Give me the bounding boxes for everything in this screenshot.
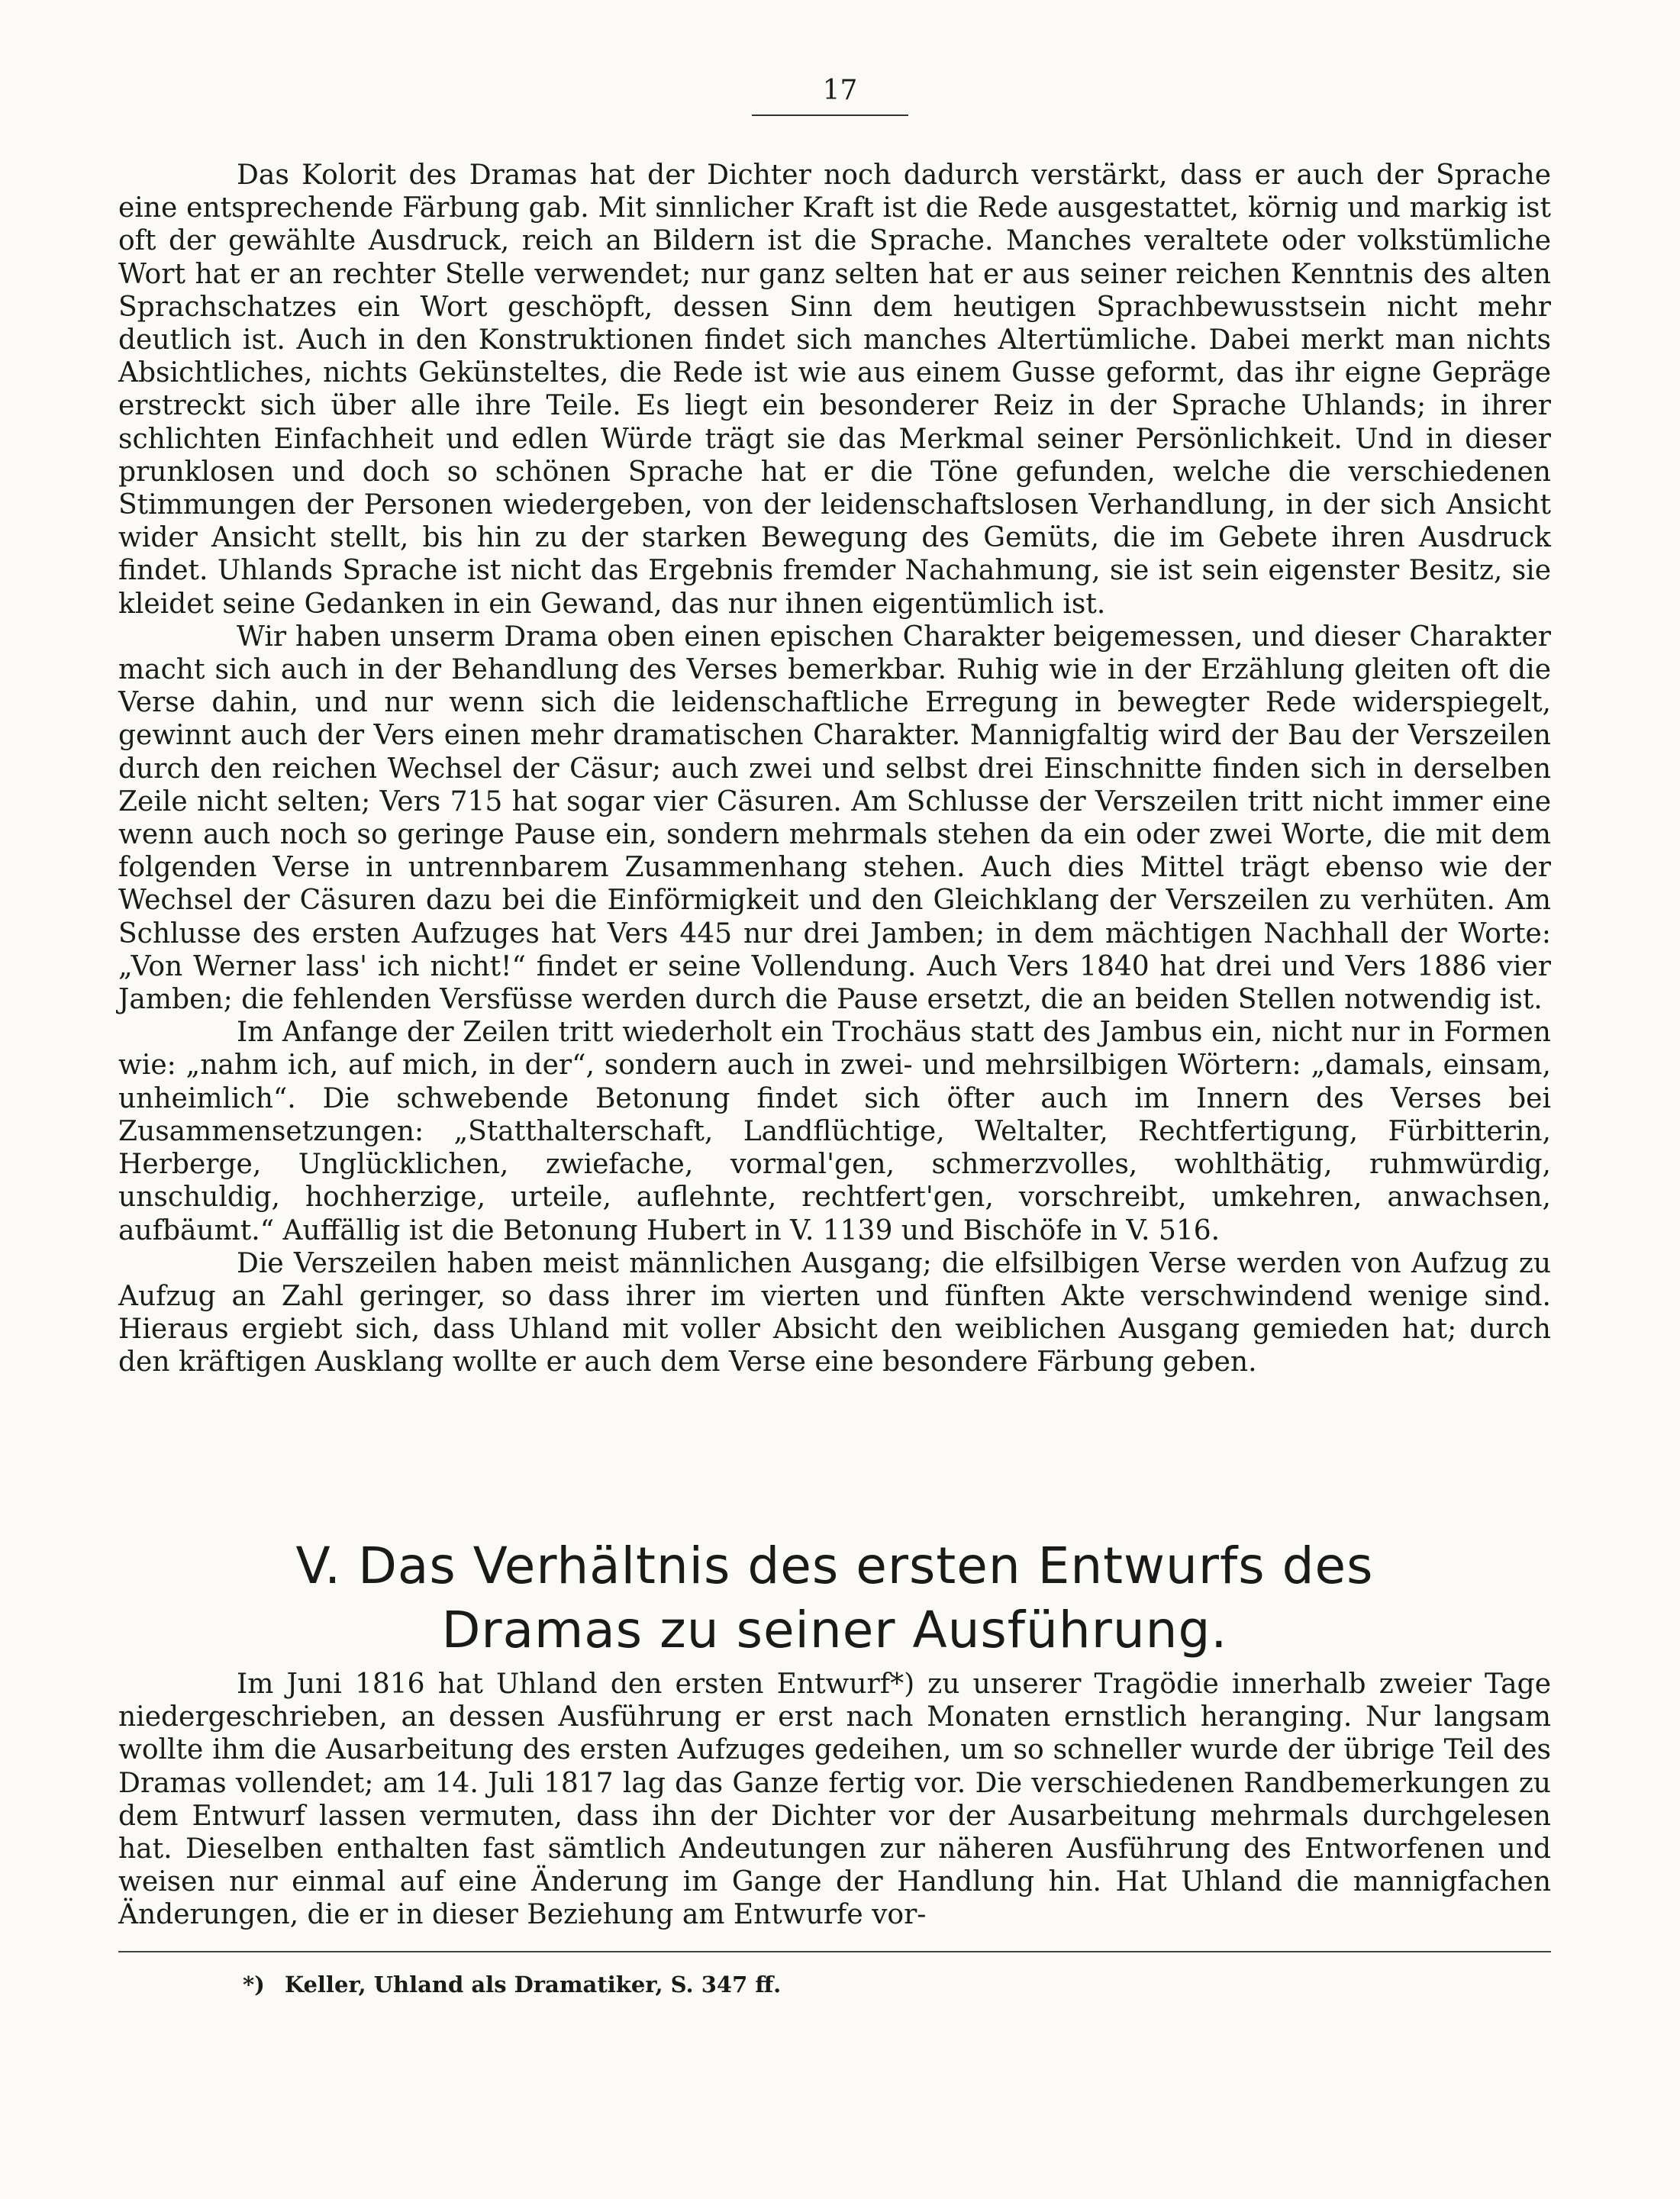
body-text-section-b xyxy=(118,1668,1551,1932)
page-number-rule xyxy=(752,114,908,116)
section-heading-line-1: V. Das Verhältnis des ersten Entwurfs des xyxy=(295,1536,1374,1595)
paragraph-verse-endings: Die Verszeilen haben meist männlichen Ausgang; die elfsilbigen Verse werden von Aufzug zu Aufzug an Zahl geringer, so dass ihrer im vierten und fünften Akte verschwindend wenige sind. Hieraus ergiebt sich, dass Uhland mit voller Absicht den weiblichen Ausgang gemieden hat; durch den kräftigen Ausklang wollte er auch dem Verse eine besondere Färbung geben. xyxy=(118,1247,1551,1378)
footnote-divider xyxy=(118,1951,1551,1952)
paragraph-first-draft: Im Juni 1816 hat Uhland den ersten Entwurf*) zu unserer Tragödie innerhalb zweier Tage niedergeschrieben, an dessen Ausführung er erst nach Monaten ernstlich heranging. Nur langsam wollte ihm die Ausarbeitung des ersten Aufzuges gedeihen, um so schneller wurde der übrige Teil des Dramas vollendet; am 14. Juli 1817 lag das Ganze fertig vor. Die verschiedenen Randbemerkungen zu dem Entwurf lassen vermuten, dass ihn der Dichter vor der Ausarbeitung mehrmals durchgelesen hat. Dieselben enthalten fast sämtlich Andeutungen zur näheren Ausführung des Entworfenen und weisen nur einmal auf eine Änderung im Gange der Handlung hin. Hat Uhland die mannigfachen Änderungen, die er in dieser Beziehung am Entwurfe vor- xyxy=(118,1669,1551,1931)
page-number: 17 xyxy=(822,75,858,106)
body-text-section-a xyxy=(118,159,1551,1379)
footnote-text: Keller, Uhland als Dramatiker, S. 347 ff. xyxy=(284,1972,782,1997)
paragraph-trochee: Im Anfange der Zeilen tritt wiederholt ein Trochäus statt des Jambus ein, nicht nur in Formen wie: „nahm ich, auf mich, in der“, sondern auch in zwei- und mehrsilbigen Wörtern: „damals, einsam, unheimlich“. Die schwebende Betonung findet sich öfter auch im Innern des Verses bei Zusammensetzungen: „Statthalterschaft, Landflüchtige, Weltalter, Rechtfertigung, Fürbitterin, Herberge, Unglücklichen, zwiefache, vormal'gen, schmerzvolles, wohlthätig, ruhmwürdig, unschuldig, hochherzige, urteile, auflehnte, rechtfert'gen, vorschreibt, umkehren, anwachsen, aufbäumt.“ Auffällig ist die Betonung Hubert in V. 1139 und Bischöfe in V. 516. xyxy=(118,1017,1551,1246)
footnote xyxy=(243,1971,781,1998)
paragraph-language: Das Kolorit des Dramas hat der Dichter noch dadurch verstärkt, dass er auch der Sprache eine entsprechende Färbung gab. Mit sinnlicher Kraft ist die Rede ausgestattet, körnig und markig ist oft der gewählte Ausdruck, reich an Bildern ist die Sprache. Manches veraltete oder volkstümliche Wort hat er an rechter Stelle verwendet; nur ganz selten hat er aus seiner reichen Kenntnis des alten Sprachschatzes ein Wort geschöpft, dessen Sinn dem heutigen Sprachbewusstsein nicht mehr deutlich ist. Auch in den Konstruktionen findet sich manches Altertümliche. Dabei merkt man nichts Absichtliches, nichts Gekünsteltes, die Rede ist wie aus einem Gusse geformt, das ihr eigne Gepräge erstreckt sich über alle ihre Teile. Es liegt ein besonderer Reiz in der Sprache Uhlands; in ihrer schlichten Einfachheit und edlen Würde trägt sie das Merkmal seiner Persönlichkeit. Und in dieser prunklosen und doch so schönen Sprache hat er die Töne gefunden, welche die verschiedenen Stimmungen der Personen wiedergeben, von der leidenschaftslosen Verhandlung, in der sich Ansicht wider Ansicht stellt, bis hin zu der starken Bewegung des Gemüts, die im Gebete ihren Ausdruck findet. Uhlands Sprache ist nicht das Ergebnis fremder Nachahmung, sie ist sein eigenster Besitz, sie kleidet seine Gedanken in ein Gewand, das nur ihnen eigentümlich ist. xyxy=(118,160,1551,620)
footnote-marker: *) xyxy=(243,1972,265,1997)
paragraph-verse-character: Wir haben unserm Drama oben einen epischen Charakter beigemessen, und dieser Charakter macht sich auch in der Behandlung des Verses bemerkbar. Ruhig wie in der Erzählung gleiten oft die Verse dahin, und nur wenn sich die leidenschaftliche Erregung in bewegter Rede widerspiegelt, gewinnt auch der Vers einen mehr dramatischen Charakter. Mannigfaltig wird der Bau der Verszeilen durch den reichen Wechsel der Cäsur; auch zwei und selbst drei Einschnitte finden sich in derselben Zeile nicht selten; Vers 715 hat sogar vier Cäsuren. Am Schlusse der Verszeilen tritt nicht immer eine wenn auch noch so geringe Pause ein, sondern mehrmals stehen da ein oder zwei Worte, die mit dem folgenden Verse in untrennbarem Zusammenhang stehen. Auch dies Mittel trägt ebenso wie der Wechsel der Cäsuren dazu bei die Einförmigkeit und den Gleichklang der Verszeilen zu verhüten. Am Schlusse des ersten Aufzuges hat Vers 445 nur drei Jamben; in dem mächtigen Nachhall der Worte: „Von Werner lass' ich nicht!“ findet er seine Vollendung. Auch Vers 1840 hat drei und Vers 1886 vier Jamben; die fehlenden Versfüsse werden durch die Pause ersetzt, die an beiden Stellen notwendig ist. xyxy=(118,621,1551,1016)
section-heading xyxy=(118,1534,1551,1662)
section-heading-line-2: Dramas zu seiner Ausführung. xyxy=(441,1601,1228,1659)
